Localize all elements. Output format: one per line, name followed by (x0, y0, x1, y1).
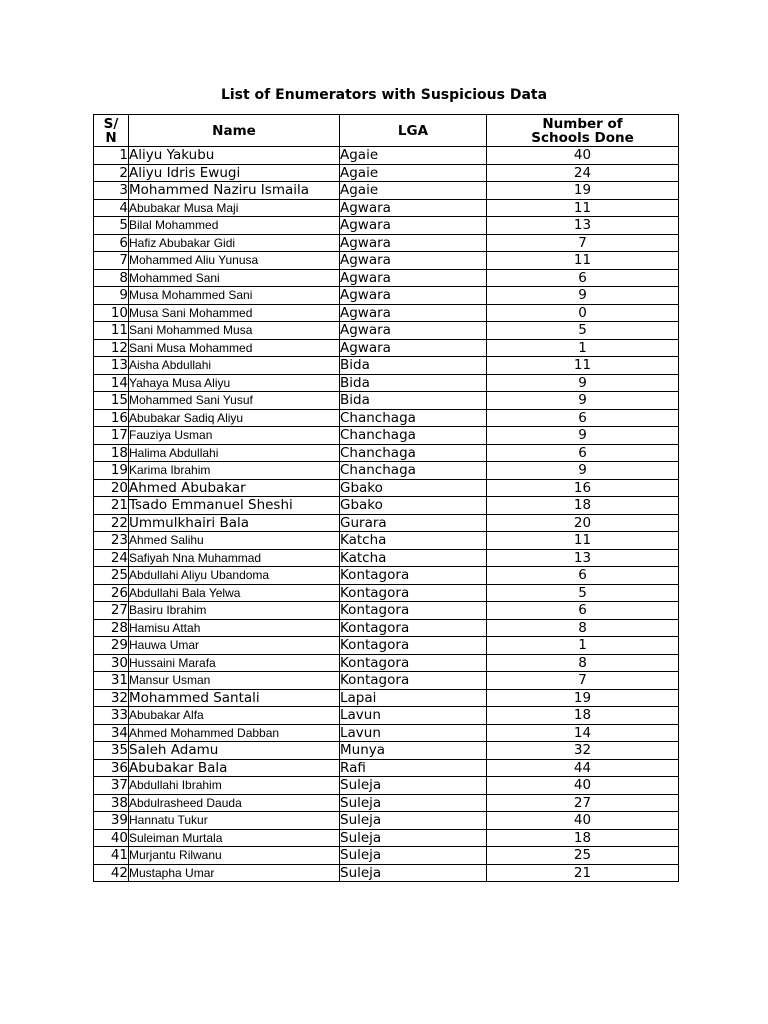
sn-cell: 15 (94, 392, 129, 410)
table-row (94, 619, 679, 637)
schools-count-cell: 1 (487, 339, 679, 357)
schools-count-cell: 9 (487, 392, 679, 410)
schools-count-cell: 18 (487, 707, 679, 725)
sn-cell: 4 (94, 199, 129, 217)
lga-cell: Suleja (340, 794, 487, 812)
schools-count-cell: 6 (487, 269, 679, 287)
table-row (94, 567, 679, 585)
table-row (94, 392, 679, 410)
lga-cell: Kontagora (340, 637, 487, 655)
sn-cell: 39 (94, 812, 129, 830)
table-row (94, 602, 679, 620)
schools-count-cell: 0 (487, 304, 679, 322)
lga-cell: Katcha (340, 532, 487, 550)
sn-cell: 38 (94, 794, 129, 812)
sn-cell: 24 (94, 549, 129, 567)
name-cell: Hussaini Marafa (129, 654, 340, 672)
sn-cell: 37 (94, 777, 129, 795)
header-lga: LGA (340, 115, 487, 147)
name-cell: Sani Musa Mohammed (129, 339, 340, 357)
sn-cell: 33 (94, 707, 129, 725)
table-row (94, 847, 679, 865)
schools-count-cell: 14 (487, 724, 679, 742)
sn-cell: 20 (94, 479, 129, 497)
sn-cell: 32 (94, 689, 129, 707)
lga-cell: Kontagora (340, 602, 487, 620)
name-cell: Abdullahi Bala Yelwa (129, 584, 340, 602)
schools-count-cell: 18 (487, 497, 679, 515)
name-cell: Mustapha Umar (129, 864, 340, 882)
lga-cell: Agaie (340, 147, 487, 165)
sn-cell: 42 (94, 864, 129, 882)
sn-cell: 14 (94, 374, 129, 392)
table-row (94, 759, 679, 777)
sn-cell: 22 (94, 514, 129, 532)
lga-cell: Kontagora (340, 654, 487, 672)
name-cell: Halima Abdullahi (129, 444, 340, 462)
table-row (94, 199, 679, 217)
table-row (94, 304, 679, 322)
lga-cell: Suleja (340, 777, 487, 795)
sn-cell: 1 (94, 147, 129, 165)
schools-count-cell: 9 (487, 427, 679, 445)
name-cell: Bilal Mohammed (129, 217, 340, 235)
sn-cell: 40 (94, 829, 129, 847)
name-cell: Hannatu Tukur (129, 812, 340, 830)
table-row (94, 777, 679, 795)
header-row (94, 115, 679, 147)
sn-cell: 7 (94, 252, 129, 270)
sn-cell: 10 (94, 304, 129, 322)
table-row (94, 812, 679, 830)
lga-cell: Bida (340, 392, 487, 410)
lga-cell: Suleja (340, 829, 487, 847)
sn-cell: 16 (94, 409, 129, 427)
enumerators-table (93, 114, 679, 882)
sn-cell: 29 (94, 637, 129, 655)
table-row (94, 742, 679, 760)
lga-cell: Kontagora (340, 567, 487, 585)
name-cell: Mohammed Aliu Yunusa (129, 252, 340, 270)
table-row (94, 497, 679, 515)
schools-count-cell: 19 (487, 182, 679, 200)
table-row (94, 689, 679, 707)
name-cell: Karima Ibrahim (129, 462, 340, 480)
name-cell: Ummulkhairi Bala (129, 514, 340, 532)
schools-count-cell: 9 (487, 462, 679, 480)
table-row (94, 252, 679, 270)
schools-count-cell: 8 (487, 619, 679, 637)
name-cell: Ahmed Salihu (129, 532, 340, 550)
table-row (94, 234, 679, 252)
schools-count-cell: 24 (487, 164, 679, 182)
lga-cell: Gbako (340, 479, 487, 497)
sn-cell: 19 (94, 462, 129, 480)
name-cell: Abdullahi Aliyu Ubandoma (129, 567, 340, 585)
table-row (94, 287, 679, 305)
table-row (94, 339, 679, 357)
name-cell: Hamisu Attah (129, 619, 340, 637)
name-cell: Suleiman Murtala (129, 829, 340, 847)
lga-cell: Suleja (340, 864, 487, 882)
page-title: List of Enumerators with Suspicious Data (220, 87, 548, 103)
sn-cell: 23 (94, 532, 129, 550)
schools-count-cell: 9 (487, 374, 679, 392)
lga-cell: Lavun (340, 724, 487, 742)
sn-cell: 11 (94, 322, 129, 340)
lga-cell: Chanchaga (340, 462, 487, 480)
name-cell: Yahaya Musa Aliyu (129, 374, 340, 392)
lga-cell: Bida (340, 357, 487, 375)
schools-count-cell: 32 (487, 742, 679, 760)
name-cell: Mohammed Sani (129, 269, 340, 287)
schools-count-cell: 6 (487, 444, 679, 462)
header-sn: S/ N (94, 115, 129, 147)
lga-cell: Lavun (340, 707, 487, 725)
table-row (94, 637, 679, 655)
sn-cell: 2 (94, 164, 129, 182)
schools-count-cell: 19 (487, 689, 679, 707)
table-body (94, 147, 679, 882)
lga-cell: Munya (340, 742, 487, 760)
schools-count-cell: 25 (487, 847, 679, 865)
name-cell: Abdulrasheed Dauda (129, 794, 340, 812)
sn-cell: 8 (94, 269, 129, 287)
sn-cell: 13 (94, 357, 129, 375)
sn-cell: 3 (94, 182, 129, 200)
name-cell: Ahmed Mohammed Dabban (129, 724, 340, 742)
schools-count-cell: 16 (487, 479, 679, 497)
sn-cell: 36 (94, 759, 129, 777)
schools-count-cell: 13 (487, 549, 679, 567)
table-row (94, 724, 679, 742)
sn-cell: 31 (94, 672, 129, 690)
lga-cell: Agwara (340, 269, 487, 287)
lga-cell: Agwara (340, 322, 487, 340)
name-cell: Murjantu Rilwanu (129, 847, 340, 865)
schools-count-cell: 1 (487, 637, 679, 655)
name-cell: Sani Mohammed Musa (129, 322, 340, 340)
lga-cell: Agaie (340, 164, 487, 182)
schools-count-cell: 6 (487, 409, 679, 427)
name-cell: Tsado Emmanuel Sheshi (129, 497, 340, 515)
name-cell: Abubakar Alfa (129, 707, 340, 725)
table-row (94, 427, 679, 445)
sn-cell: 34 (94, 724, 129, 742)
lga-cell: Chanchaga (340, 444, 487, 462)
table-row (94, 829, 679, 847)
schools-count-cell: 20 (487, 514, 679, 532)
lga-cell: Katcha (340, 549, 487, 567)
lga-cell: Suleja (340, 812, 487, 830)
sn-cell: 30 (94, 654, 129, 672)
table-row (94, 584, 679, 602)
table-row (94, 794, 679, 812)
sn-cell: 25 (94, 567, 129, 585)
name-cell: Abubakar Bala (129, 759, 340, 777)
name-cell: Aisha Abdullahi (129, 357, 340, 375)
schools-count-cell: 40 (487, 147, 679, 165)
schools-count-cell: 13 (487, 217, 679, 235)
sn-cell: 26 (94, 584, 129, 602)
name-cell: Ahmed Abubakar (129, 479, 340, 497)
sn-cell: 17 (94, 427, 129, 445)
schools-count-cell: 11 (487, 357, 679, 375)
schools-count-cell: 40 (487, 777, 679, 795)
lga-cell: Suleja (340, 847, 487, 865)
schools-count-cell: 44 (487, 759, 679, 777)
table-row (94, 357, 679, 375)
schools-count-cell: 6 (487, 602, 679, 620)
name-cell: Musa Sani Mohammed (129, 304, 340, 322)
schools-count-cell: 18 (487, 829, 679, 847)
schools-count-cell: 7 (487, 234, 679, 252)
lga-cell: Agaie (340, 182, 487, 200)
lga-cell: Agwara (340, 304, 487, 322)
name-cell: Basiru Ibrahim (129, 602, 340, 620)
schools-count-cell: 6 (487, 567, 679, 585)
schools-count-cell: 40 (487, 812, 679, 830)
schools-count-cell: 11 (487, 532, 679, 550)
name-cell: Hauwa Umar (129, 637, 340, 655)
schools-count-cell: 5 (487, 322, 679, 340)
lga-cell: Kontagora (340, 584, 487, 602)
table-row (94, 514, 679, 532)
table-row (94, 147, 679, 165)
table-row (94, 707, 679, 725)
table-row (94, 864, 679, 882)
table-row (94, 322, 679, 340)
name-cell: Aliyu Yakubu (129, 147, 340, 165)
table-row (94, 462, 679, 480)
table-row (94, 444, 679, 462)
schools-count-cell: 27 (487, 794, 679, 812)
lga-cell: Kontagora (340, 672, 487, 690)
sn-cell: 41 (94, 847, 129, 865)
sn-cell: 5 (94, 217, 129, 235)
table-row (94, 654, 679, 672)
table-row (94, 374, 679, 392)
table-row (94, 479, 679, 497)
schools-count-cell: 7 (487, 672, 679, 690)
table-row (94, 217, 679, 235)
lga-cell: Bida (340, 374, 487, 392)
lga-cell: Gbako (340, 497, 487, 515)
sn-cell: 9 (94, 287, 129, 305)
schools-count-cell: 11 (487, 199, 679, 217)
sn-cell: 12 (94, 339, 129, 357)
name-cell: Musa Mohammed Sani (129, 287, 340, 305)
lga-cell: Agwara (340, 252, 487, 270)
schools-count-cell: 9 (487, 287, 679, 305)
name-cell: Hafiz Abubakar Gidi (129, 234, 340, 252)
name-cell: Mohammed Sani Yusuf (129, 392, 340, 410)
name-cell: Safiyah Nna Muhammad (129, 549, 340, 567)
table-row (94, 549, 679, 567)
lga-cell: Agwara (340, 217, 487, 235)
table-row (94, 164, 679, 182)
header-name: Name (129, 115, 340, 147)
schools-count-cell: 5 (487, 584, 679, 602)
lga-cell: Chanchaga (340, 409, 487, 427)
table-row (94, 269, 679, 287)
name-cell: Fauziya Usman (129, 427, 340, 445)
sn-cell: 21 (94, 497, 129, 515)
name-cell: Mohammed Naziru Ismaila (129, 182, 340, 200)
sn-cell: 28 (94, 619, 129, 637)
table-header (94, 115, 679, 147)
lga-cell: Agwara (340, 234, 487, 252)
schools-count-cell: 11 (487, 252, 679, 270)
lga-cell: Lapai (340, 689, 487, 707)
table-row (94, 182, 679, 200)
name-cell: Saleh Adamu (129, 742, 340, 760)
schools-count-cell: 21 (487, 864, 679, 882)
schools-count-cell: 8 (487, 654, 679, 672)
sn-cell: 35 (94, 742, 129, 760)
sn-cell: 6 (94, 234, 129, 252)
table-row (94, 409, 679, 427)
lga-cell: Agwara (340, 199, 487, 217)
table-row (94, 532, 679, 550)
name-cell: Abubakar Musa Maji (129, 199, 340, 217)
lga-cell: Chanchaga (340, 427, 487, 445)
name-cell: Abubakar Sadiq Aliyu (129, 409, 340, 427)
name-cell: Mansur Usman (129, 672, 340, 690)
sn-cell: 18 (94, 444, 129, 462)
lga-cell: Agwara (340, 339, 487, 357)
lga-cell: Kontagora (340, 619, 487, 637)
lga-cell: Gurara (340, 514, 487, 532)
name-cell: Mohammed Santali (129, 689, 340, 707)
table-row (94, 672, 679, 690)
name-cell: Abdullahi Ibrahim (129, 777, 340, 795)
lga-cell: Agwara (340, 287, 487, 305)
sn-cell: 27 (94, 602, 129, 620)
lga-cell: Rafi (340, 759, 487, 777)
name-cell: Aliyu Idris Ewugi (129, 164, 340, 182)
header-schools: Number of Schools Done (487, 115, 679, 147)
